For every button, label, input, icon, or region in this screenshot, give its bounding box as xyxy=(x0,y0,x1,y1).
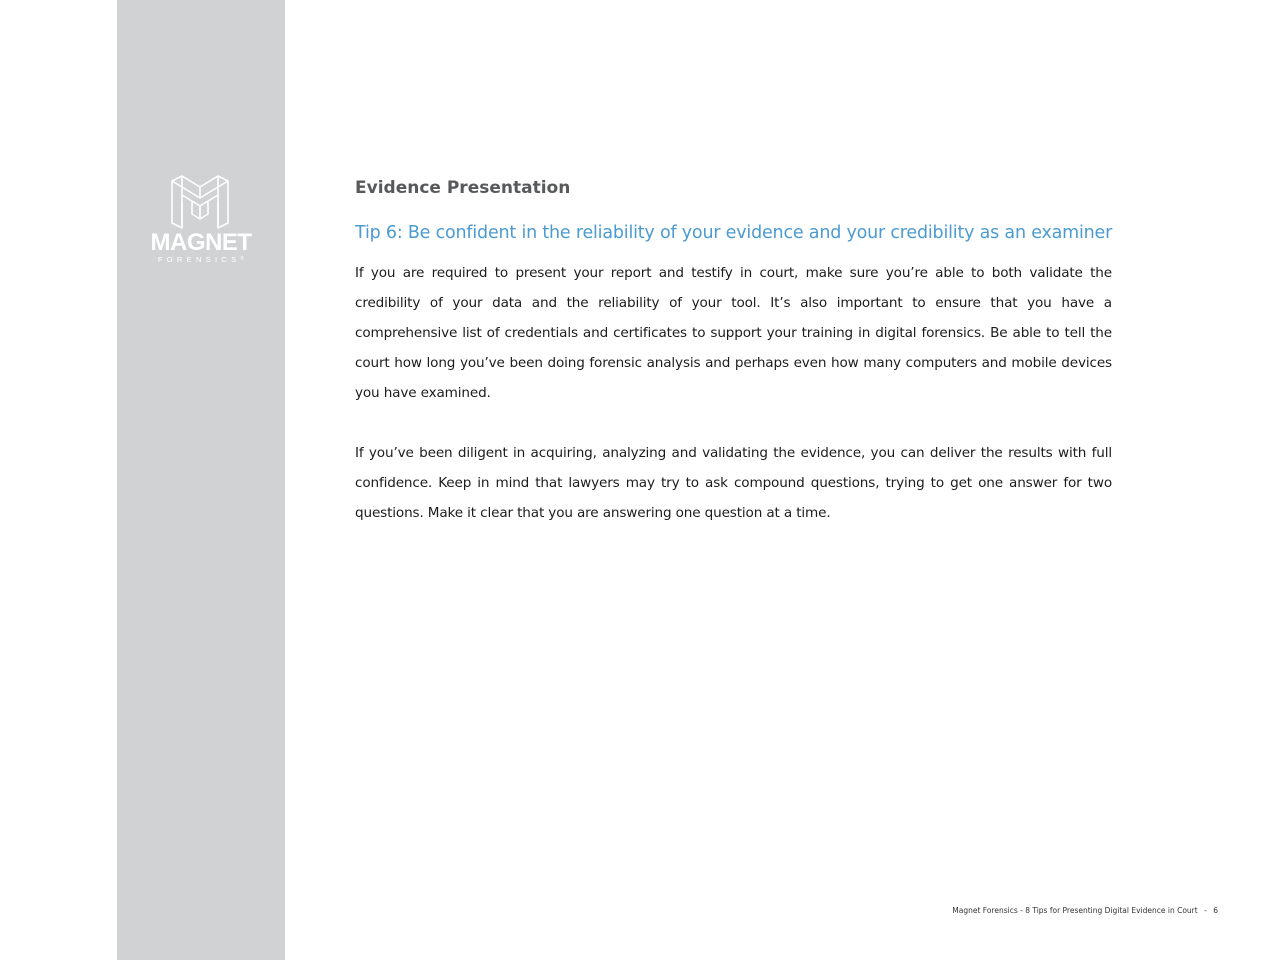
magnet-forensics-logo xyxy=(150,175,252,267)
body-paragraph: If you’ve been diligent in acquiring, analyzing and validating the evidence, you can deliver the results with full confidence. Keep in mind that lawyers may try to ask compound questions, trying to get one answer for two questions. Make it clear that you are answering one question at a time. xyxy=(355,445,1112,521)
footer-text: Magnet Forensics - 8 Tips for Presenting Digital Evidence in Court xyxy=(952,906,1198,915)
footer-separator: - xyxy=(1204,906,1207,915)
section-title: Evidence Presentation xyxy=(355,178,571,198)
main-content xyxy=(355,176,1112,528)
page-footer xyxy=(900,905,1218,917)
logo-subtitle: FORENSICS® xyxy=(157,255,245,264)
logo-wordmark: MAGNET xyxy=(150,229,252,256)
page-number: 6 xyxy=(1213,906,1218,915)
body-paragraph: If you are required to present your report and testify in court, make sure you’re able to both validate the credibility of your data and the reliability of your tool. It’s also important to ensure that you have a comprehensive list of credentials and certificates to support your training in digital forensics. Be able to tell the court how long you’ve been doing forensic analysis and perhaps even how many computers and mobile devices you have examined. xyxy=(355,265,1112,401)
magnet-m-icon xyxy=(170,175,230,229)
sidebar-band xyxy=(117,0,285,960)
tip-title: Tip 6: Be confident in the reliability of your evidence and your credibility as an examiner xyxy=(355,223,1113,243)
